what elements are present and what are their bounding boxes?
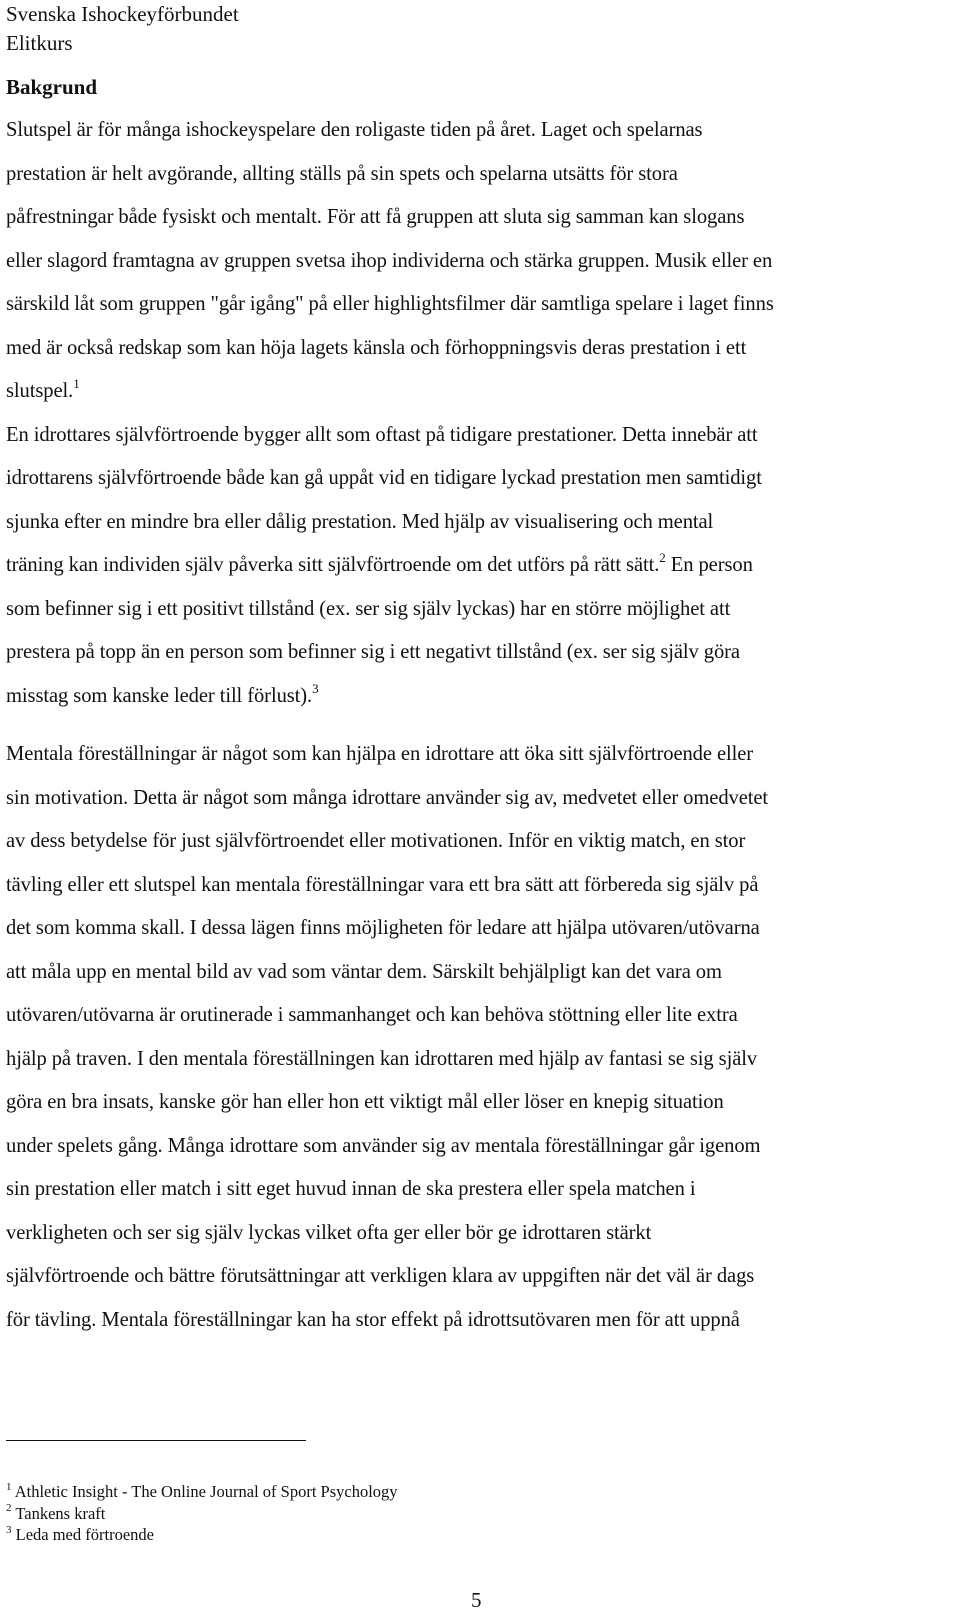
page-number: 5 [471,1588,482,1612]
text-line: för tävling. Mentala föreställningar kan ha stor effekt på idrottsutövaren men för att uppnå [6,1308,740,1331]
footnote-number: 3 [6,1523,12,1536]
text-line [6,370,951,414]
text-line: att måla upp en mental bild av vad som väntar dem. Särskilt behjälpligt kan det vara om [6,960,722,983]
text-line: prestera på topp än en person som befinner sig i ett negativt tillstånd (ex. ser sig själv göra [6,641,740,663]
text-line: tävling eller ett slutspel kan mentala föreställningar vara ett bra sätt att förbereda sig själv på [6,873,759,896]
text-line: påfrestningar både fysiskt och mentalt. För att få gruppen att sluta sig samman kan slogans [6,206,745,228]
text-line: som befinner sig i ett positivt tillstånd (ex. ser sig själv lyckas) har en större möjlighet att [6,597,731,620]
text-line: sin prestation eller match i sitt eget huvud innan de ska prestera eller spela matchen i [6,1178,696,1200]
text-segment: slutspel. [6,380,74,402]
paragraph-group-1 [6,109,951,718]
text-line: Mentala föreställningar är något som kan hjälpa en idrottare att öka sitt självförtroende eller [6,743,754,765]
text-line: utövaren/utövarna är orutinerade i sammanhanget och kan behöva stöttning eller lite extra [6,1004,738,1026]
paragraph-group-2 [6,733,951,1342]
text-line: eller slagord framtagna av gruppen svetsa ihop individerna och stärka gruppen. Musik eller en [6,249,773,272]
footnote-2 [6,1503,398,1525]
text-line: idrottarens självförtroende både kan gå uppåt vid en tidigare lyckad prestation men samtidigt [6,467,762,489]
text-line [6,544,951,588]
course-name: Elitkurs [6,31,73,55]
footnote-ref-3: 3 [312,680,319,696]
text-line: verkligheten och ser sig själv lyckas vilket ofta ger eller bör ge idrottaren stärkt [6,1221,652,1244]
text-segment: misstag som kanske leder till förlust). [6,684,313,707]
text-line: hjälp på traven. I den mentala föreställningen kan idrottaren med hjälp av fantasi se sig själv [6,1047,758,1070]
text-line: sjunka efter en mindre bra eller dålig prestation. Med hjälp av visualisering och mental [6,510,714,533]
text-segment: träning kan individen själv påverka sitt självförtroende om det utförs på rätt sätt. [6,554,660,576]
text-line: Slutspel är för många ishockeyspelare den roligaste tiden på året. Laget och spelarnas [6,119,703,141]
text-segment: En person [665,554,753,576]
text-line: särskild låt som gruppen "går igång" på eller highlightsfilmer där samtliga spelare i laget finns [6,293,774,315]
text-line: sin motivation. Detta är något som många idrottare använder sig av, medvetet eller omedvetet [6,786,769,809]
text-line: prestation är helt avgörande, allting ställs på sin spets och spelarna utsätts för stora [6,162,678,185]
text-line: under spelets gång. Många idrottare som använder sig av mentala föreställningar går igenom [6,1134,761,1157]
footnote-1 [6,1481,398,1503]
footnotes [6,1481,398,1546]
footnote-text: Athletic Insight - The Online Journal of Sport Psychology [14,1482,398,1501]
text-line: det som komma skall. I dessa lägen finns möjligheten för ledare att hjälpa utövaren/utövarna [6,917,760,939]
text-line: med är också redskap som kan höja lagets känsla och förhoppningsvis deras prestation i ett [6,336,747,359]
text-line: En idrottares självförtroende bygger allt som oftast på tidigare prestationer. Detta innebär att [6,423,758,446]
document-header [6,0,239,58]
section-heading: Bakgrund [6,75,98,99]
text-line [6,675,951,719]
text-line: självförtroende och bättre förutsättningar att verkligen klara av uppgiften när det väl är dags [6,1265,755,1287]
footnote-ref-2: 2 [659,550,666,566]
footnote-text: Tankens kraft [15,1503,106,1523]
footnote-number: 2 [6,1502,12,1514]
footnote-3 [6,1524,398,1546]
text-line: av dess betydelse för just självförtroendet eller motivationen. Inför en viktig match, en stor [6,830,746,852]
organization-name: Svenska Ishockeyförbundet [6,2,239,26]
footnote-ref-1: 1 [73,376,80,392]
footnote-number: 1 [6,1480,12,1493]
footnote-text: Leda med förtroende [15,1525,154,1544]
footnote-divider [6,1440,306,1441]
text-line: göra en bra insats, kanske gör han eller hon ett viktigt mål eller löser en knepig situation [6,1091,724,1113]
